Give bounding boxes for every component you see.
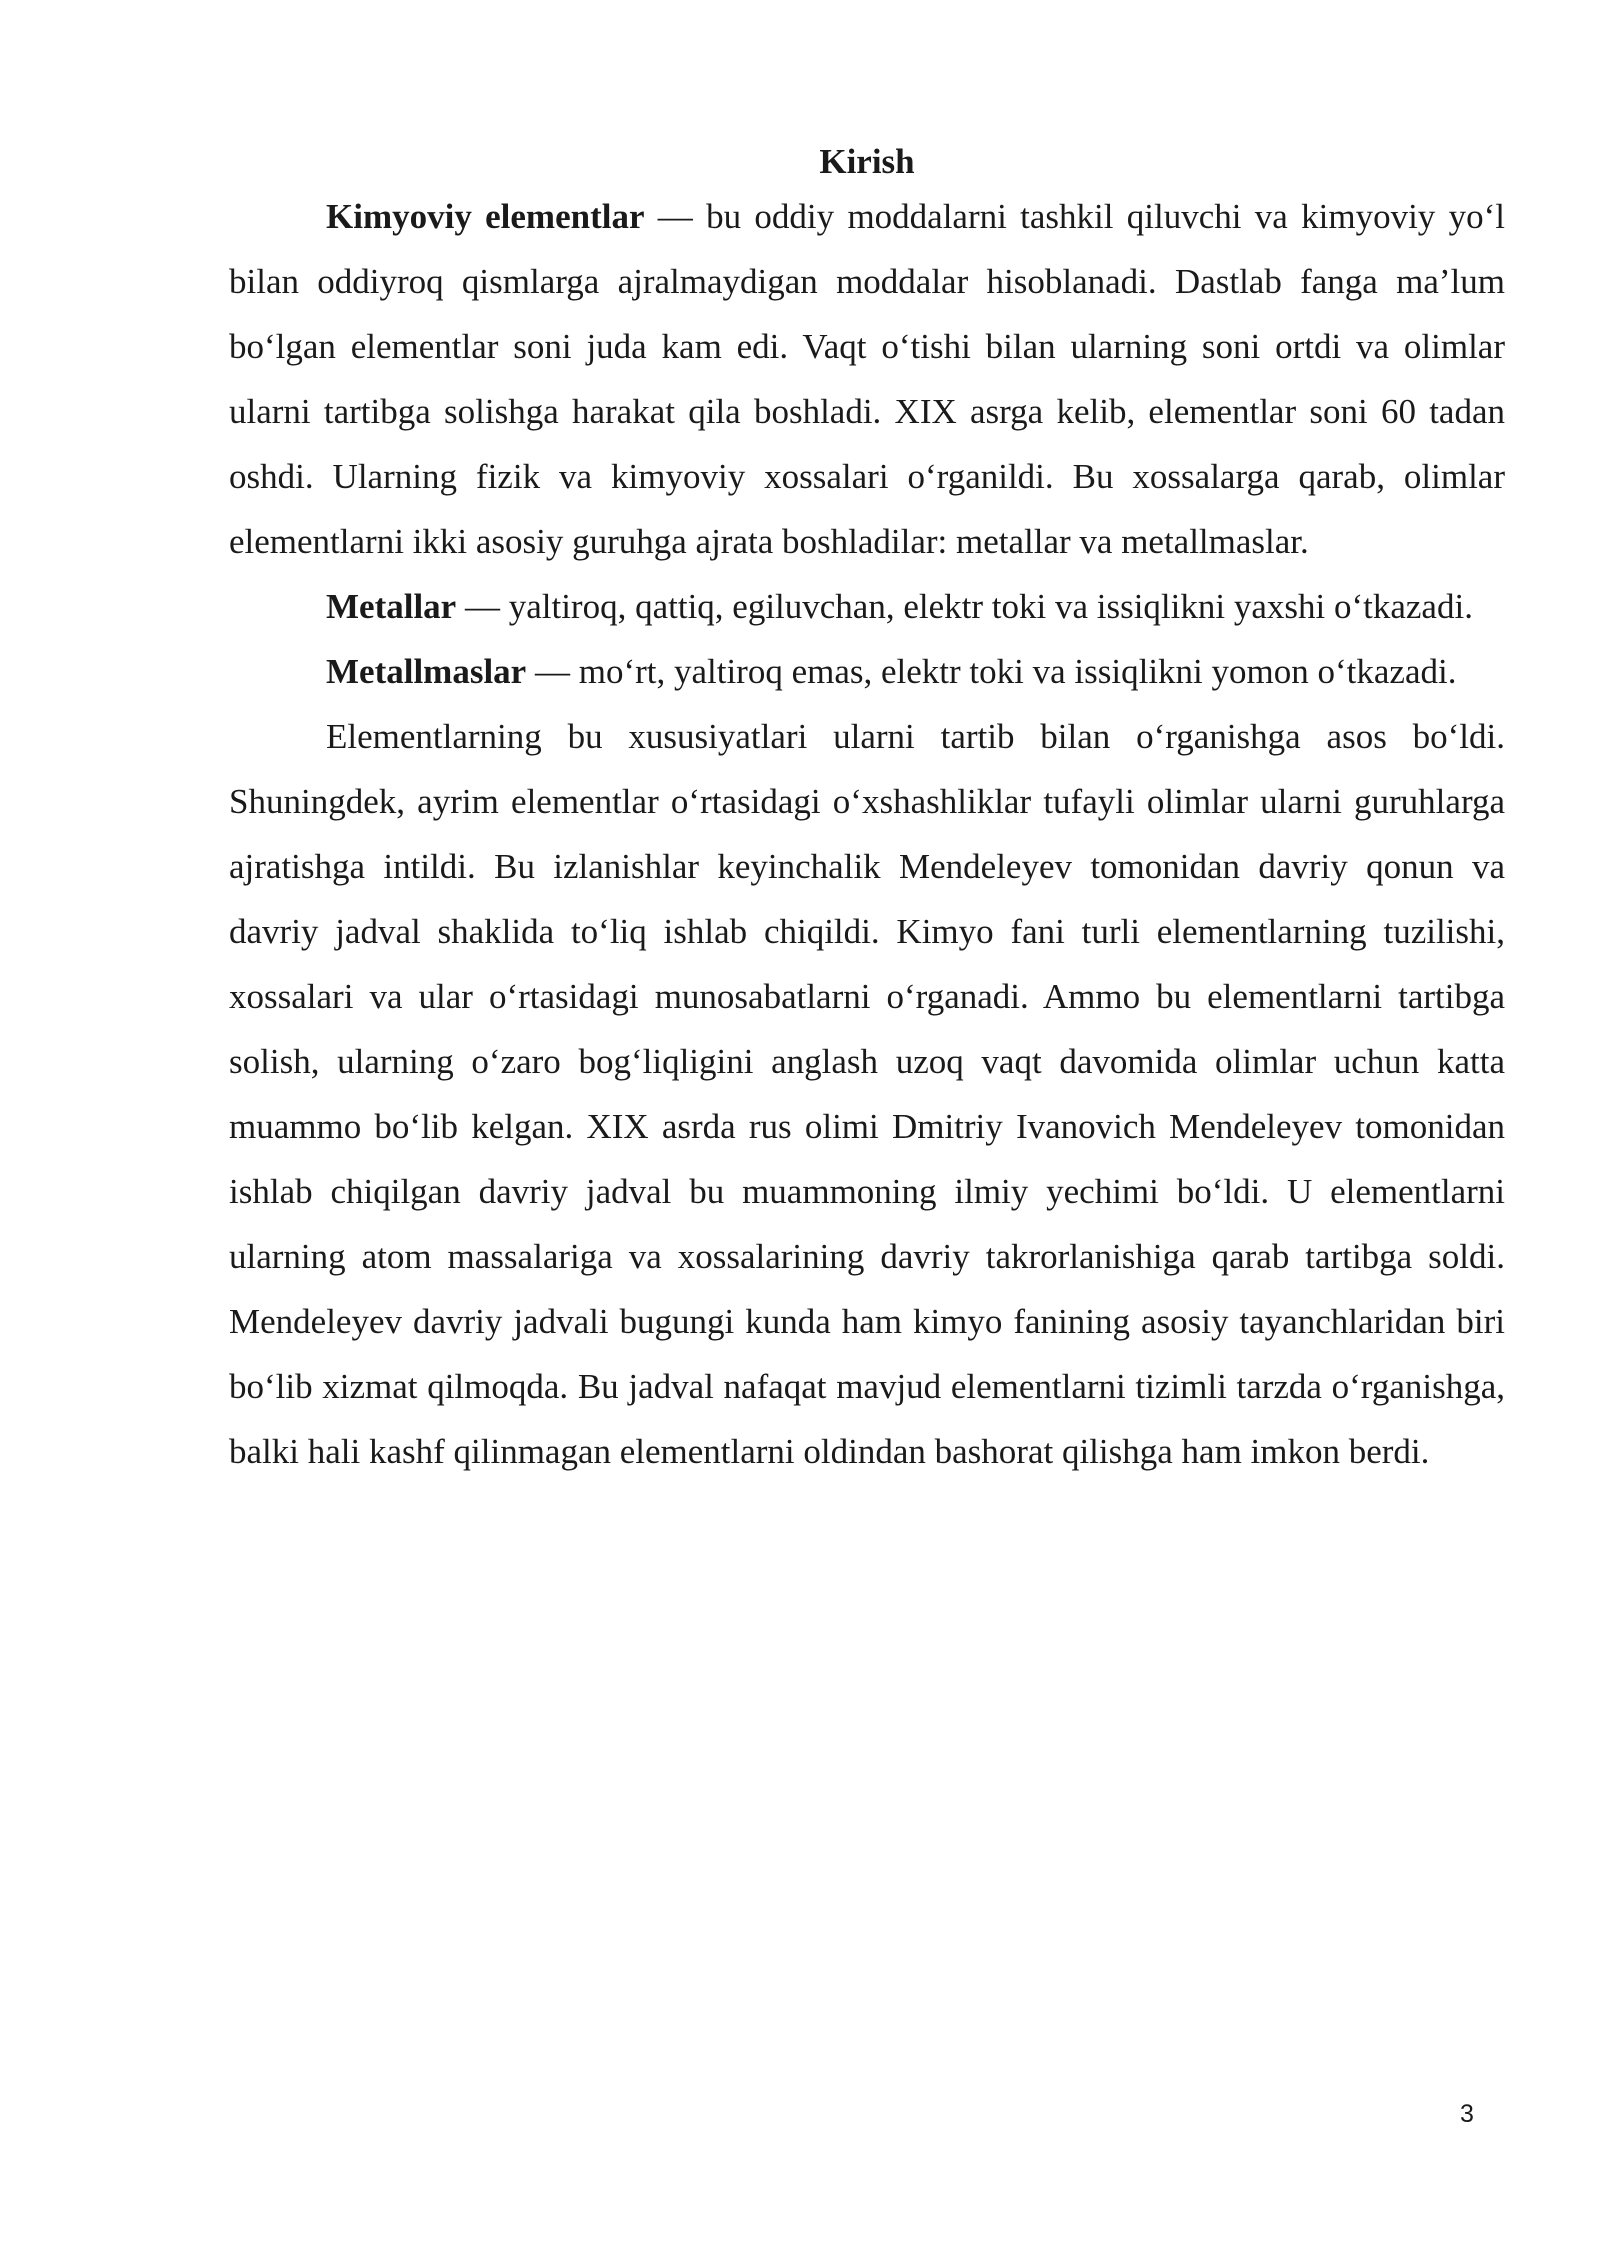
document-body: [229, 140, 1505, 1484]
paragraph-mendeleyev: [229, 704, 1505, 1484]
paragraph-metallar: [229, 574, 1505, 639]
term-kimyoviy-elementlar: Kimyoviy elementlar: [326, 197, 645, 236]
paragraph-text: — mo‘rt, yaltiroq emas, elektr toki va issiqlikni yomon o‘tkazadi.: [526, 652, 1457, 691]
term-metallmaslar: Metallmaslar: [326, 652, 527, 691]
paragraph-text: — yaltiroq, qattiq, egiluvchan, elektr toki va issiqlikni yaxshi o‘tkazadi.: [456, 587, 1473, 626]
paragraph-text: Elementlarning bu xususiyatlari ularni tartib bilan o‘rganishga asos bo‘ldi. Shuningdek, ayrim elementlar o‘rtasidagi o‘xshashliklar tufayli olimlar ularni guruhlarga ajratishga intildi. Bu izlanishlar keyinchalik Mendeleyev tomonidan davriy qonun va davriy jadval shaklida to‘liq ishlab chiqildi. Kimyo fani turli elementlarning tuzilishi, xossalari va ular o‘rtasidagi munosabatlarni o‘rganadi. Ammo bu elementlarni tartibga solish, ularning o‘zaro bog‘liqligini anglash uzoq vaqt davomida olimlar uchun katta muammo bo‘lib kelgan. XIX asrda rus olimi Dmitriy Ivanovich Mendeleyev tomonidan ishlab chiqilgan davriy jadval bu muammoning ilmiy yechimi bo‘ldi. U elementlarni ularning atom massalariga va xossalarining davriy takrorlanishiga qarab tartibga soldi. Mendeleyev davriy jadvali bugungi kunda ham kimyo fanining asosiy tayanchlaridan biri bo‘lib xizmat qilmoqda. Bu jadval nafaqat mavjud elementlarni tizimli tarzda o‘rganishga, balki hali kashf qilinmagan elementlarni oldindan bashorat qilishga ham imkon berdi.: [229, 717, 1505, 1471]
paragraph-metallmaslar: [229, 639, 1505, 704]
section-title: Kirish: [819, 142, 915, 181]
paragraph-kimyoviy-elementlar: [229, 184, 1505, 574]
paragraph-text: — bu oddiy moddalarni tashkil qiluvchi va kimyoviy yo‘l bilan oddiyroq qismlarga ajralmaydigan moddalar hisoblanadi. Dastlab fanga ma’lum bo‘lgan elementlar soni juda kam edi. Vaqt o‘tishi bilan ularning soni ortdi va olimlar ularni tartibga solishga harakat qila boshladi. XIX asrga kelib, elementlar soni 60 tadan oshdi. Ularning fizik va kimyoviy xossalari o‘rganildi. Bu xossalarga qarab, olimlar elementlarni ikki asosiy guruhga ajrata boshladilar: metallar va metallmaslar.: [229, 197, 1505, 561]
term-metallar: Metallar: [326, 587, 457, 626]
page-number: 3: [1460, 2100, 1474, 2128]
